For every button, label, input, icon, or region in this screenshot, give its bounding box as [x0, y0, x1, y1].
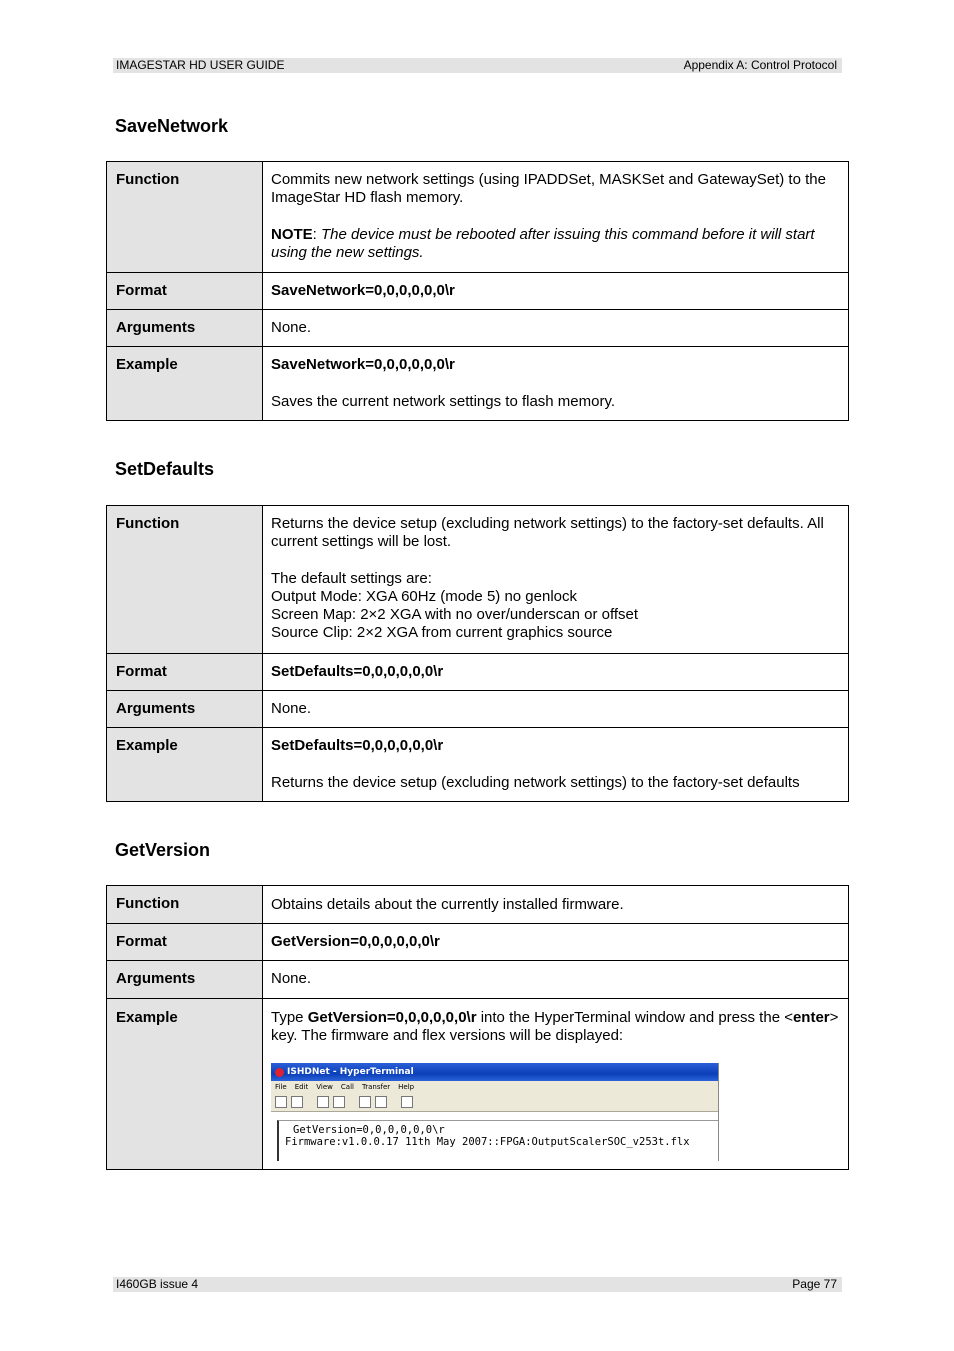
getversion-function-value: Obtains details about the currently installed firmware. [263, 886, 849, 924]
connect-icon [317, 1096, 329, 1108]
savenetwork-example-cell [263, 347, 849, 421]
menu-call: Call [340, 1083, 354, 1091]
note-label: NOTE [271, 226, 313, 243]
disconnect-icon [333, 1096, 345, 1108]
setdefaults-example-cmd: SetDefaults=0,0,0,0,0,0\r [271, 737, 444, 754]
hyperterminal-toolbar [271, 1093, 718, 1112]
savenetwork-heading: SaveNetwork [115, 116, 229, 136]
setdefaults-arguments-label: Arguments [107, 691, 263, 728]
setdefaults-intro: The default settings are: [271, 570, 432, 587]
header-title: IMAGESTAR HD USER GUIDE [116, 58, 285, 72]
hyperterminal-menubar [271, 1081, 718, 1093]
savenetwork-example-label: Example [107, 347, 263, 421]
hyperterminal-screen [271, 1112, 718, 1161]
getversion-arguments-value: None. [263, 961, 849, 999]
note-separator: : [312, 226, 322, 243]
terminal-line-2: Firmware:v1.0.0.17 11th May 2007::FPGA:OutputScalerSOC_v253t.flx [285, 1136, 690, 1148]
savenetwork-function-label: Function [107, 162, 263, 273]
hyperterminal-titlebar [271, 1063, 718, 1081]
setdefaults-function-cell [263, 506, 849, 654]
setdefaults-arguments-value: None. [263, 691, 849, 728]
getversion-heading: GetVersion [115, 840, 211, 860]
savenetwork-note [271, 226, 840, 262]
getversion-arguments-label: Arguments [107, 961, 263, 999]
header-section: Appendix A: Control Protocol [683, 58, 837, 72]
terminal-line-1: GetVersion=0,0,0,0,0,0\r [293, 1124, 445, 1136]
hyperterminal-app-icon [275, 1068, 284, 1077]
new-icon [275, 1096, 287, 1108]
savenetwork-function-text: Commits new network settings (using IPADDSet, MASKSet and GatewaySet) to the ImageStar HD flash memory. [271, 171, 826, 206]
hyperterminal-screenshot [271, 1063, 719, 1161]
savenetwork-example-desc: Saves the current network settings to flash memory. [271, 393, 616, 410]
menu-help: Help [398, 1083, 415, 1091]
page-footer [113, 1277, 842, 1292]
setdefaults-function-text: Returns the device setup (excluding network settings) to the factory-set defaults. All current settings will be lost. [271, 515, 824, 550]
setdefaults-item: Source Clip: 2×2 XGA from current graphics source [271, 624, 613, 641]
setdefaults-example-label: Example [107, 728, 263, 802]
setdefaults-table [106, 505, 849, 802]
getversion-table [106, 885, 849, 1170]
getversion-format-value: GetVersion=0,0,0,0,0,0\r [263, 924, 849, 961]
send-icon [359, 1096, 371, 1108]
setdefaults-item: Screen Map: 2×2 XGA with no over/underscan or offset [271, 606, 639, 623]
getversion-example-cell [263, 999, 849, 1170]
setdefaults-item: Output Mode: XGA 60Hz (mode 5) no genlock [271, 588, 577, 605]
savenetwork-arguments-label: Arguments [107, 310, 263, 347]
setdefaults-heading: SetDefaults [115, 459, 215, 479]
savenetwork-arguments-value: None. [263, 310, 849, 347]
properties-icon [401, 1096, 413, 1108]
footer-issue: I460GB issue 4 [116, 1277, 199, 1291]
open-icon [291, 1096, 303, 1108]
setdefaults-example-desc: Returns the device setup (excluding network settings) to the factory-set defaults [271, 774, 800, 791]
page-header [113, 58, 842, 73]
receive-icon [375, 1096, 387, 1108]
getversion-format-label: Format [107, 924, 263, 961]
setdefaults-function-label: Function [107, 506, 263, 654]
menu-file: File [275, 1083, 287, 1091]
savenetwork-example-cmd: SaveNetwork=0,0,0,0,0,0\r [271, 356, 455, 373]
setdefaults-format-label: Format [107, 654, 263, 691]
setdefaults-format-value: SetDefaults=0,0,0,0,0,0\r [263, 654, 849, 691]
savenetwork-function-cell [263, 162, 849, 273]
getversion-example-text: Type GetVersion=0,0,0,0,0,0\r into the HyperTerminal window and press the <enter> key. The firmware and flex versions will be displayed: [271, 1009, 839, 1044]
getversion-function-label: Function [107, 886, 263, 924]
getversion-example-label: Example [107, 999, 263, 1170]
setdefaults-example-cell [263, 728, 849, 802]
note-text: The device must be rebooted after issuing this command before it will start using the new settings. [271, 226, 815, 261]
savenetwork-format-value: SaveNetwork=0,0,0,0,0,0\r [263, 273, 849, 310]
hyperterminal-title: ISHDNet - HyperTerminal [287, 1067, 414, 1077]
savenetwork-format-label: Format [107, 273, 263, 310]
menu-edit: Edit [294, 1083, 309, 1091]
menu-view: View [316, 1083, 333, 1091]
footer-page-number: Page 77 [792, 1277, 837, 1291]
menu-transfer: Transfer [361, 1083, 391, 1091]
savenetwork-table [106, 161, 849, 421]
